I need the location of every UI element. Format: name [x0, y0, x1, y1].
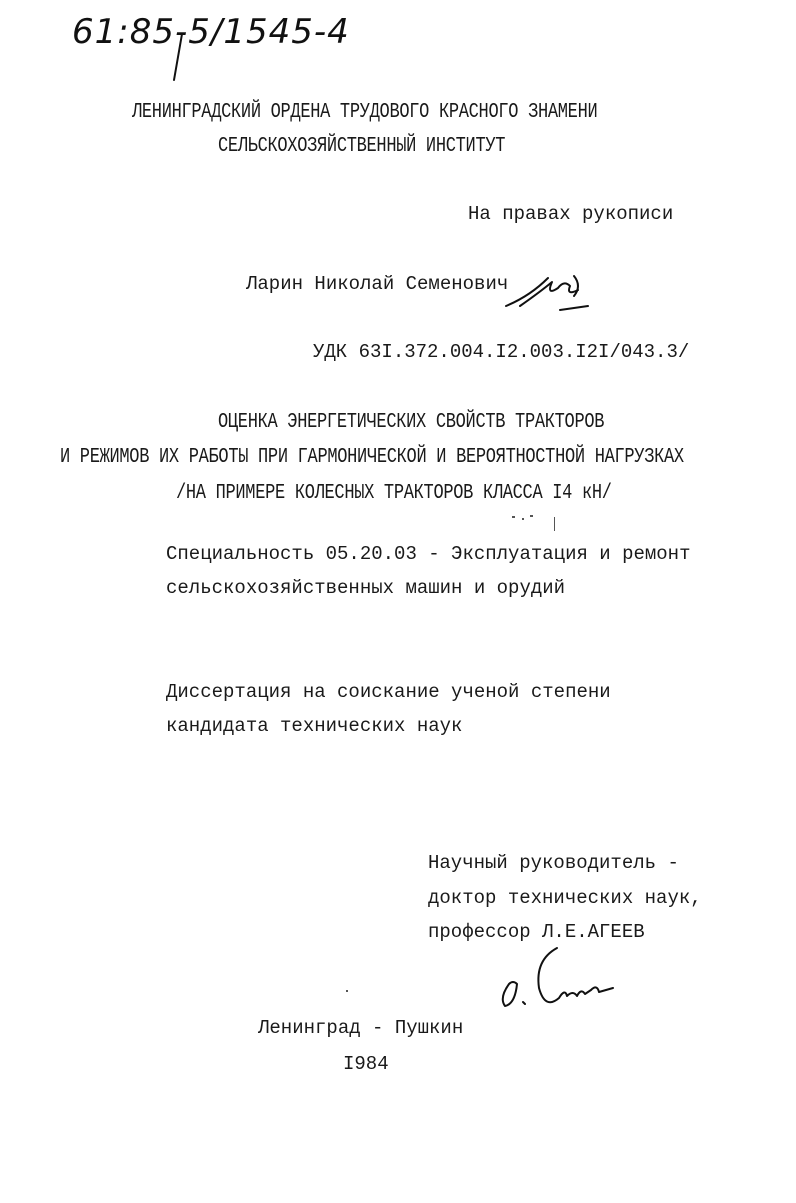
- supervisor-signature: [495, 940, 635, 1020]
- author-name: Ларин Николай Семенович: [246, 273, 509, 295]
- scan-speck: [346, 990, 348, 992]
- specialty-line-1: Специальность 05.20.03 - Эксплуатация и ремонт: [166, 543, 691, 565]
- supervisor-line-1: Научный руководитель -: [428, 852, 679, 874]
- supervisor-line-3: профессор Л.Е.АГЕЕВ: [428, 921, 645, 943]
- scan-speck: [512, 516, 515, 518]
- handwritten-archive-code: 61:85-5/1545-4: [72, 12, 350, 52]
- dissertation-title-line-1: ОЦЕНКА ЭНЕРГЕТИЧЕСКИХ СВОЙСТВ ТРАКТОРОВ: [218, 410, 605, 435]
- place-of-publication: Ленинград - Пушкин: [258, 1017, 464, 1039]
- degree-line-1: Диссертация на соискание ученой степени: [166, 681, 611, 703]
- archive-code-slash-mark: [168, 30, 198, 90]
- supervisor-line-2: доктор технических наук,: [428, 887, 702, 909]
- udc-code: УДК 63I.372.004.I2.003.I2I/043.3/: [313, 341, 690, 363]
- scan-speck: [554, 517, 555, 531]
- dissertation-title-line-3: /НА ПРИМЕРЕ КОЛЕСНЫХ ТРАКТОРОВ КЛАССА I4 кН/: [176, 481, 612, 506]
- specialty-line-2: сельскохозяйственных машин и орудий: [166, 577, 566, 599]
- author-signature: [500, 266, 600, 316]
- rights-note: На правах рукописи: [468, 203, 674, 225]
- degree-line-2: кандидата технических наук: [166, 715, 463, 737]
- institution-line-1: ЛЕНИНГРАДСКИЙ ОРДЕНА ТРУДОВОГО КРАСНОГО ЗНАМЕНИ: [132, 100, 598, 125]
- year: I984: [343, 1053, 389, 1075]
- institution-line-2: СЕЛЬСКОХОЗЯЙСТВЕННЫЙ ИНСТИТУТ: [218, 134, 506, 159]
- dissertation-title-line-2: И РЕЖИМОВ ИХ РАБОТЫ ПРИ ГАРМОНИЧЕСКОЙ И ВЕРОЯТНОСТНОЙ НАГРУЗКАХ: [60, 445, 684, 470]
- scan-speck: [522, 518, 524, 520]
- scan-speck: [530, 515, 533, 517]
